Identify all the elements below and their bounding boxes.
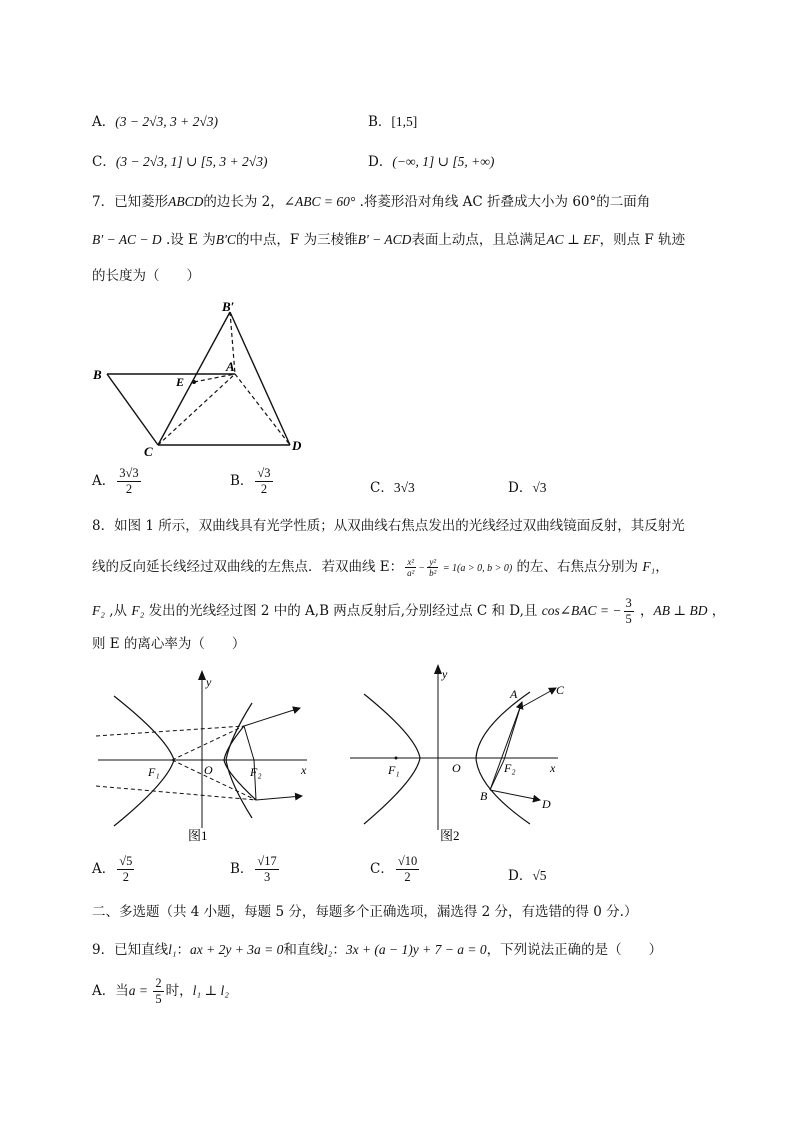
dashed-f1-upper (172, 726, 244, 760)
option-value: (3 − 2√3, 1] ∪ [5, 3 + 2√3) (115, 154, 268, 169)
text: 表面上动点，且总满足 (411, 232, 547, 248)
math: ∠ABC = 60° (283, 194, 356, 209)
label-o: O (452, 761, 461, 775)
math: B′C (215, 232, 236, 247)
q9-line-1 (92, 940, 662, 960)
option-label: C． (370, 480, 394, 496)
edge-bpd (230, 312, 290, 445)
math: 3x + (a − 1)y + 7 − a = 0 (345, 942, 487, 957)
dashed-extension-upper (96, 726, 244, 736)
denominator: 2 (122, 870, 129, 884)
fraction-x (405, 557, 416, 578)
label-y: y (206, 675, 212, 689)
math: B′ − ACD (357, 232, 412, 247)
option-label: B． (230, 473, 254, 489)
math: = 1(a > 0, b > 0) (440, 563, 513, 574)
math: B′ − AC − D (92, 232, 162, 247)
math: cos∠BAC = − (541, 603, 622, 618)
q8-option-d (508, 864, 547, 884)
numerator: 3 (625, 596, 632, 610)
label-y: y (442, 667, 448, 681)
text: 的边长为 2， (203, 194, 284, 210)
point-f1 (395, 757, 398, 760)
math: ABCD (168, 194, 204, 209)
numerator: 2 (155, 976, 162, 990)
label-b-prime: B′ (222, 299, 235, 314)
q8-line-1 (92, 516, 685, 536)
section-2-heading (92, 902, 637, 922)
label-f2: F₂ (250, 765, 262, 779)
math: F₁ (642, 559, 656, 574)
text: 发出的光线经过图 2 中的 A,B 两点反射后,分别经过点 C 和 D,且 (144, 603, 542, 619)
text: 和直线 (283, 942, 324, 958)
text: .将菱形沿对角线 AC 折叠成大小为 60°的二面角 (355, 194, 651, 210)
option-value: 3√3 (393, 480, 415, 495)
option-value: (3 − 2√3, 3 + 2√3) (115, 114, 219, 129)
text: .设 E 为 (161, 232, 216, 248)
right-branch-outer (224, 726, 256, 800)
label-b: B (93, 367, 102, 382)
option-label: B． (368, 114, 392, 130)
ray-f2-a (504, 708, 520, 760)
q7-figure-pyramid (90, 298, 320, 460)
numerator: √10 (397, 854, 418, 868)
q8-figure-2 (346, 662, 576, 846)
option-label: D． (508, 868, 533, 884)
text: 线的反向延长线经过双曲线的左焦点．若双曲线 E： (92, 559, 404, 575)
q8-option-b (230, 854, 281, 885)
denominator: 5 (155, 992, 162, 1006)
q7-option-b (230, 466, 275, 497)
left-branch (364, 694, 420, 824)
denominator: 5 (625, 612, 632, 626)
label-d: D (292, 438, 302, 453)
text: 8．如图 1 所示，双曲线具有光学性质；从双曲线右焦点发出的光线经过双曲线镜面反射，其反射光 (92, 518, 685, 534)
label-d: D (542, 797, 551, 811)
reflected-ray-d (490, 790, 540, 800)
text: ： (332, 942, 346, 958)
math: AB ⊥ BD (653, 603, 708, 618)
option-label: C． (92, 154, 116, 170)
y-arrow (198, 670, 206, 680)
q9-option-a (92, 976, 229, 1007)
denominator: 3 (263, 870, 271, 884)
option-value: [1,5] (391, 114, 418, 129)
label-c: C (556, 683, 565, 697)
edge-bc (107, 374, 158, 445)
numerator: x² (405, 557, 416, 568)
q7-option-c (370, 476, 415, 496)
edge-cbp (158, 312, 230, 445)
label-f1: F₁ (148, 765, 160, 779)
fraction (255, 466, 272, 497)
q8-line-3 (92, 596, 725, 627)
denominator: b² (429, 568, 437, 578)
text: 的中点，F 为三棱锥 (235, 232, 358, 248)
option-label: A． (92, 861, 116, 877)
option-value: (−∞, 1] ∪ [5, +∞) (392, 154, 495, 169)
text: ，下列说法正确的是（ ） (486, 942, 663, 958)
text: ， (707, 603, 726, 619)
option-label: A． (92, 114, 116, 130)
math: l₁ (168, 942, 177, 957)
text: 时， (165, 983, 193, 999)
option-label: D． (368, 154, 393, 170)
denominator: a² (407, 568, 415, 578)
q6-option-a (92, 110, 218, 130)
q7-option-a (92, 466, 143, 497)
text: 的左、右焦点分别为 (512, 559, 643, 575)
option-value: √5 (532, 868, 547, 883)
fraction (117, 854, 134, 885)
reflected-ray-upper (244, 708, 300, 726)
option-value: √3 (532, 480, 547, 495)
fraction (255, 854, 278, 885)
text: 7．已知菱形 (92, 194, 169, 210)
text: 9．已知直线 (92, 942, 169, 958)
q8-option-a (92, 854, 136, 885)
q8-figure-1 (92, 668, 322, 846)
ray-f2-upper (244, 726, 254, 760)
option-label: A． (92, 473, 116, 489)
fraction (396, 854, 419, 885)
q6-option-b (368, 110, 417, 130)
q7-line-2 (92, 230, 685, 250)
math: F₂ (131, 603, 145, 618)
numerator: √5 (119, 854, 133, 868)
q8-line-4 (92, 634, 245, 654)
text: ： (176, 942, 191, 958)
text: 则 E 的离心率为（ ） (92, 636, 246, 652)
denominator: 2 (260, 482, 268, 496)
numerator: y² (427, 557, 438, 568)
y-arrow (434, 664, 442, 674)
numerator: √3 (257, 466, 271, 480)
math: l₂ (323, 942, 333, 957)
math: AC ⊥ EF (546, 232, 600, 247)
edge-ca-hidden (158, 374, 235, 445)
text: ，则点 F 轨迹 (599, 232, 686, 248)
label-o: O (204, 763, 213, 777)
left-branch (114, 696, 174, 826)
text: 二、多选题（共 4 小题，每题 5 分，每题多个正确选项，漏选得 2 分，有选错的得 0 分.） (92, 904, 638, 920)
fraction (117, 466, 140, 497)
point-e (192, 380, 196, 384)
option-label: A．当 (92, 983, 129, 999)
label-a: A (226, 359, 235, 374)
q8-option-c (370, 854, 421, 885)
label-f1: F₁ (388, 763, 400, 777)
label-a: A (510, 687, 518, 701)
caption-fig2: 图2 (440, 828, 460, 843)
caption-fig1: 图1 (188, 828, 208, 843)
math: F₂ (92, 603, 105, 618)
math: a = (128, 983, 152, 998)
q6-option-d (368, 150, 494, 170)
q7-option-d (508, 476, 547, 496)
fraction (624, 596, 634, 627)
text: ,从 (104, 603, 132, 619)
label-f2: F₂ (504, 761, 516, 775)
text: 的长度为（ ） (92, 268, 200, 284)
q7-line-1 (92, 192, 650, 212)
option-label: B． (230, 861, 254, 877)
math: l₁ ⊥ l₂ (192, 983, 229, 998)
numerator: √17 (257, 854, 277, 868)
math: ax + 2y + 3a = 0 (190, 942, 284, 957)
reflected-ray-c (520, 688, 556, 708)
fraction-y (427, 557, 438, 578)
denominator: 2 (404, 870, 411, 884)
label-e: E (176, 375, 185, 389)
reflected-ray-lower (256, 796, 302, 800)
numerator: 3√3 (119, 466, 139, 480)
label-c: C (144, 444, 153, 459)
denominator: 2 (125, 482, 133, 496)
fraction (153, 976, 163, 1007)
q7-line-3 (92, 266, 200, 286)
option-label: C． (370, 861, 394, 877)
segment-ea-hidden (194, 374, 235, 382)
label-x: x (550, 761, 556, 775)
label-x: x (301, 763, 307, 777)
dashed-f1-lower (172, 760, 256, 800)
q8-line-2: 线的反向延长线经过双曲线的左焦点．若双曲线 E： $\frac{\text{x²}}{\text{a²}}$ − $\frac{\text{y²}}{\text{b²}}$ = 1(a > 0, b > 0) 的左、右焦点分别为 F₁， (92, 557, 669, 578)
option-label: D． (508, 480, 533, 496)
segment-ba (490, 702, 522, 790)
text: ， (635, 603, 654, 619)
q6-option-c (92, 150, 267, 170)
text: ， (655, 559, 669, 575)
label-b: B (480, 789, 488, 803)
